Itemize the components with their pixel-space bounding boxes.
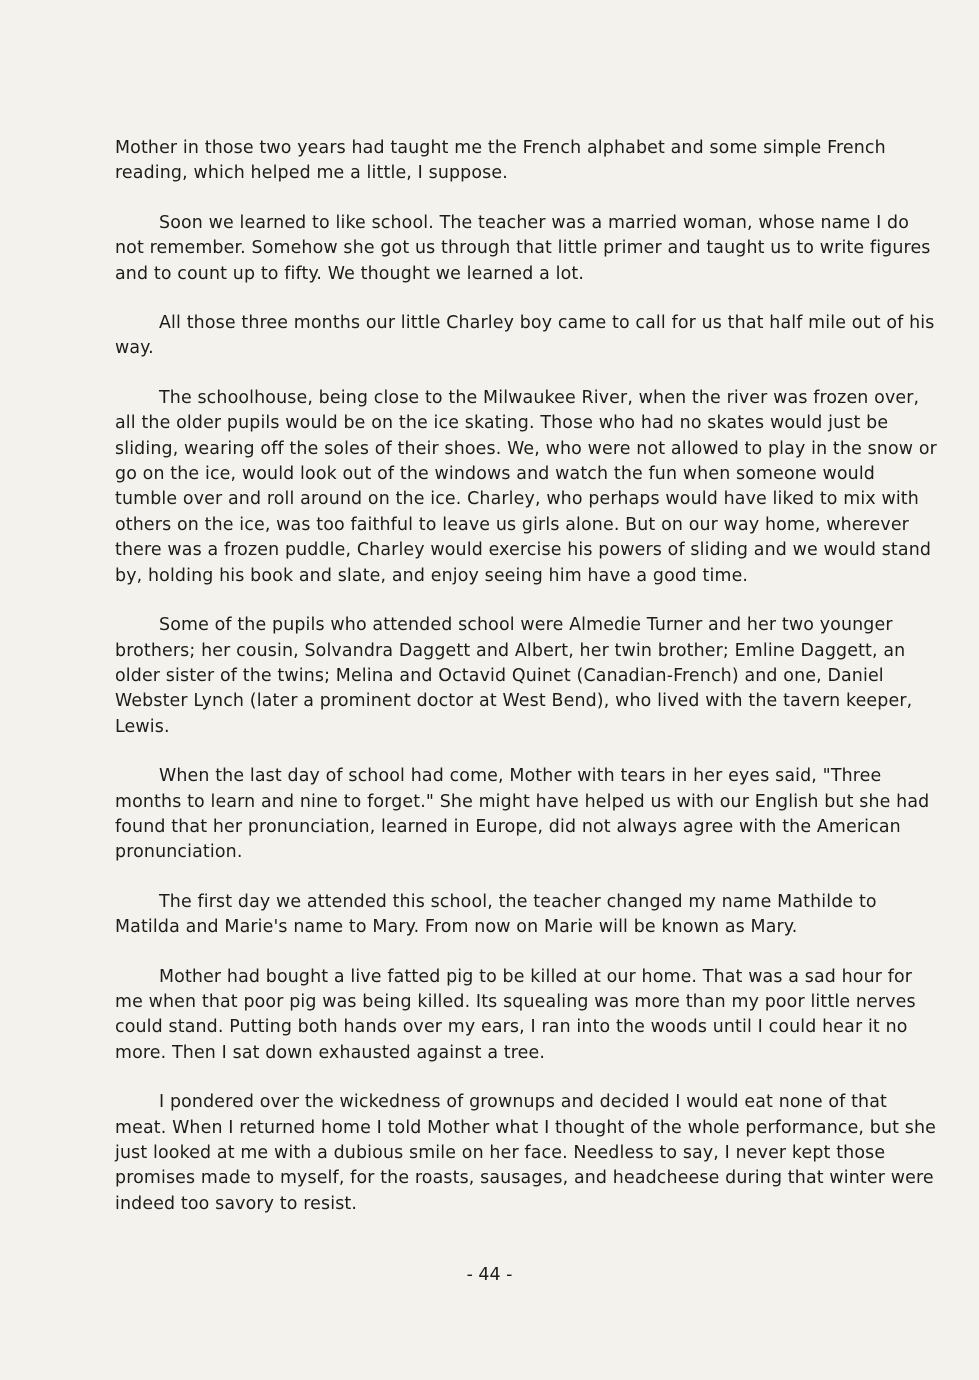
- paragraph-1: Mother in those two years had taught me the French alphabet and some simple French reading, which helped me a little, I suppose.: [115, 138, 886, 184]
- paragraph-5: Some of the pupils who attended school were Almedie Turner and her two younger brothers; her cousin, Solvandra Daggett and Albert, her twin brother; Emline Daggett, an older sister of the twins; Melina and Octavid Quinet (Canadian-French) and one, Daniel Webster Lynch (later a prominent doctor at West Bend), who lived with the tavern keeper, Lewis.: [115, 615, 913, 737]
- paragraph-9: I pondered over the wickedness of grownups and decided I would eat none of that meat. When I returned home I told Mother what I thought of the whole performance, but she just looked at me with a dubious smile on her face. Needless to say, I never kept those promises made to myself, for the roasts, sausages, and headcheese during that winter were indeed too savory to resist.: [115, 1092, 937, 1214]
- paragraph-8: Mother had bought a live fatted pig to be killed at our home. That was a sad hour for me when that poor pig was being killed. Its squealing was more than my poor little nerves could stand. Putting both hands over my ears, I ran into the woods until I could hear it no more. Then I sat down exhausted against a tree.: [115, 966, 916, 1063]
- paragraph-7: The first day we attended this school, the teacher changed my name Mathilde to Matilda and Marie's name to Mary. From now on Marie will be known as Mary.: [115, 891, 877, 938]
- page-number: - 44 -: [466, 1265, 513, 1285]
- paragraph-4: The schoolhouse, being close to the Milwaukee River, when the river was frozen over, all the older pupils would be on the ice skating. Those who had no skates would just be sliding, wearing off the soles of their shoes. We, who were not allowed to play in the snow or go on the ice, would look out of the windows and watch the fun when someone would tumble over and roll around on the ice. Charley, who perhaps would have liked to mix with others on the ice, was too faithful to leave us girls alone. But on our way home, wherever there was a frozen puddle, Charley would exercise his powers of sliding and we would stand by, holding his book and slate, and enjoy seeing him have a good time.: [115, 387, 937, 586]
- paragraph-6: When the last day of school had come, Mother with tears in her eyes said, "Three months to learn and nine to forget." She might have helped us with our English but she had found that her pronunciation, learned in Europe, did not always agree with the American pronunciation.: [115, 766, 930, 863]
- text-body: [115, 136, 937, 1241]
- paragraph-3: All those three months our little Charley boy came to call for us that half mile out of his way.: [115, 313, 935, 359]
- paragraph-2: Soon we learned to like school. The teacher was a married woman, whose name I do not remember. Somehow she got us through that little primer and taught us to write figures and to count up to fifty. We thought we learned a lot.: [115, 212, 931, 284]
